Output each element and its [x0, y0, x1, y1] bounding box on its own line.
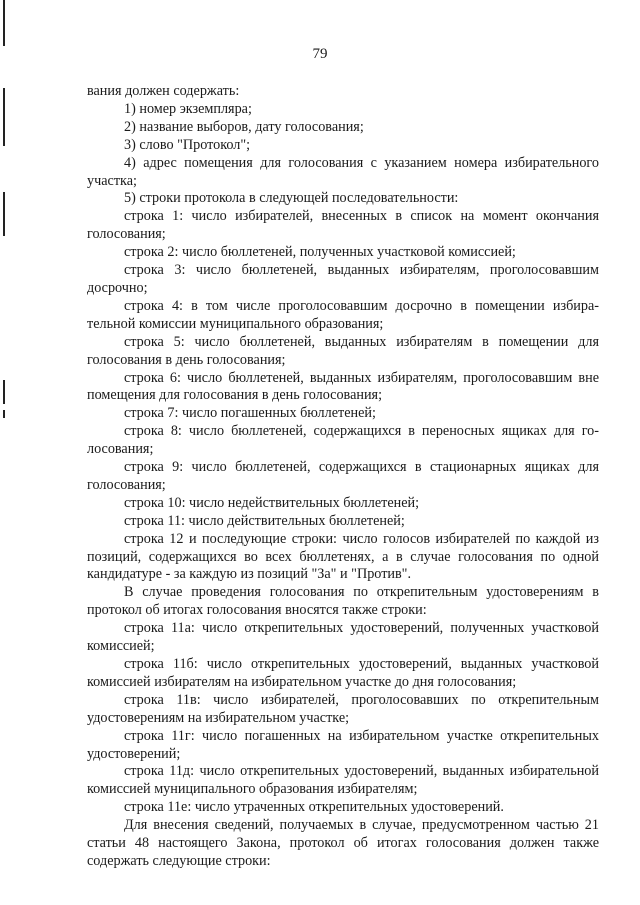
- list-item: 1) номер экземпляра;: [124, 100, 252, 117]
- protocol-line: строка 10: число недействительных бюллетеней;: [124, 494, 420, 511]
- list-item: 3) слово "Протокол";: [124, 136, 251, 153]
- protocol-line: строка 4: в том числе проголосовавшим досрочно в помещении избирательной комиссии муниципального образования;: [87, 297, 599, 332]
- protocol-line: строка 1: число избирателей, внесенных в список на момент окончания голосования;: [87, 208, 599, 243]
- paragraph: вания должен содержать:: [87, 83, 240, 99]
- protocol-line: строка 12 и последующие строки: число голосов избирателей по каждой из позиций, содержащихся во всех бюллетенях, а в случае голосования по одной кандидатуре - за каждую из позиций "За" и "Против".: [87, 530, 599, 583]
- scan-margin-mark: [3, 192, 5, 236]
- protocol-line: строка 5: число бюллетеней, выданных избирателям в помещении для голосования в день голосования;: [87, 333, 599, 368]
- paragraph: Для внесения сведений, получаемых в случае, предусмотренном частью 21 статьи 48 настоящего Закона, протокол об итогах голосования должен также содержать следующие строки:: [87, 817, 599, 869]
- list-item: 5) строки протокола в следующей последовательности:: [124, 190, 459, 207]
- scan-margin-mark: [3, 88, 5, 146]
- paragraph: В случае проведения голосования по открепительным удостоверениям в протокол об итогах голосования вносятся также строки:: [87, 584, 599, 619]
- protocol-line: строка 6: число бюллетеней, выданных избирателям, проголосовавшим вне помещения для голосования в день голосования;: [87, 369, 599, 404]
- document-body: [87, 83, 599, 871]
- scan-margin-mark: [3, 0, 5, 46]
- protocol-line: строка 11а: число открепительных удостоверений, полученных участковой комиссией;: [87, 620, 599, 655]
- list-item: 4) адрес помещения для голосования с указанием номера избирательного участка;: [87, 154, 599, 189]
- list-item: 2) название выборов, дату голосования;: [124, 118, 364, 135]
- scan-margin-mark: [3, 380, 5, 404]
- protocol-line: строка 11: число действительных бюллетеней;: [124, 512, 405, 529]
- scan-margin-mark: [3, 410, 5, 418]
- protocol-line: строка 11г: число погашенных на избирательном участке открепительных удостоверений;: [87, 727, 599, 762]
- protocol-line: строка 11б: число открепительных удостоверений, выданных участковой комиссией избирателям на избирательном участке до дня голосования;: [87, 656, 599, 690]
- protocol-line: строка 8: число бюллетеней, содержащихся в переносных ящиках для голосования;: [87, 423, 599, 458]
- page-number: 79: [312, 46, 328, 62]
- protocol-line: строка 11е: число утраченных открепительных удостоверений.: [124, 799, 504, 816]
- protocol-line: строка 2: число бюллетеней, полученных участковой комиссией;: [124, 244, 516, 261]
- protocol-line: строка 9: число бюллетеней, содержащихся в стационарных ящиках для голосования;: [87, 459, 599, 493]
- protocol-line: строка 3: число бюллетеней, выданных избирателям, проголосовавшим досрочно;: [87, 262, 599, 296]
- protocol-line: строка 11в: число избирателей, проголосовавших по открепительным удостоверениям на избирательном участке;: [87, 691, 599, 726]
- protocol-line: строка 7: число погашенных бюллетеней;: [124, 405, 376, 422]
- protocol-line: строка 11д: число открепительных удостоверений, выданных избирательной комиссией муниципального образования избирателям;: [87, 763, 599, 798]
